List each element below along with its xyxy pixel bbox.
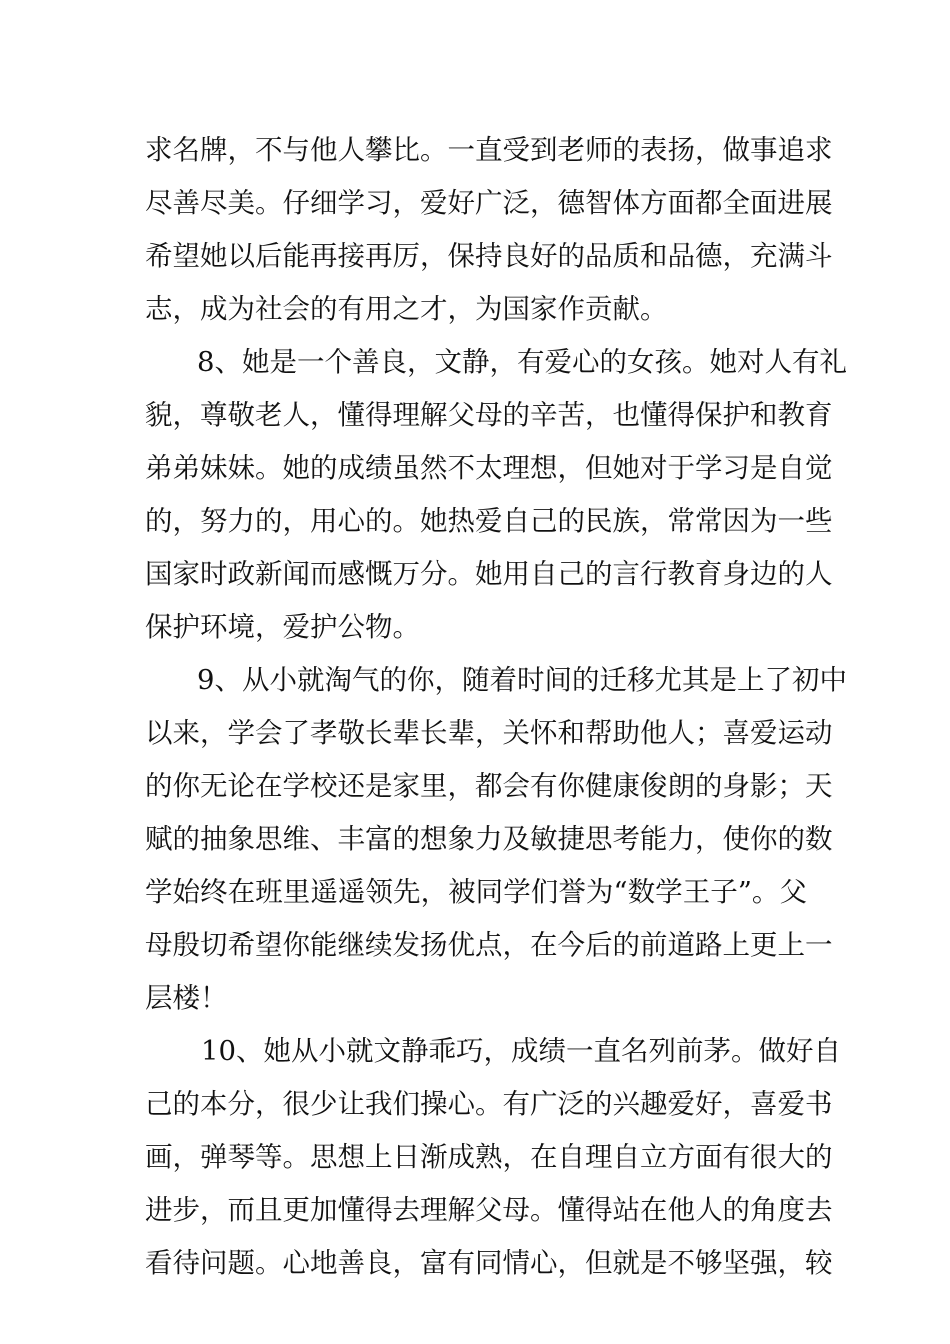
paragraph-10-first-line: 10、她从小就文静乖巧，成绩一直名列前茅。做好自 <box>201 1035 841 1067</box>
text-line: 画，弹琴等。思想上日渐成熟，在自理自立方面有很大的 <box>145 1141 833 1173</box>
text-line: 国家时政新闻而感慨万分。她用自己的言行教育身边的人 <box>145 558 833 590</box>
paragraph-9-first-line: 9、从小就淘气的你，随着时间的迁移尤其是上了初中 <box>197 664 847 696</box>
paragraph-8-first-line: 8、她是一个善良，文静，有爱心的女孩。她对人有礼 <box>197 346 847 378</box>
text-line: 保护环境，爱护公物。 <box>145 611 420 643</box>
text-line: 貌，尊敬老人，懂得理解父母的辛苦，也懂得保护和教育 <box>145 399 833 431</box>
text-line: 弟弟妹妹。她的成绩虽然不太理想，但她对于学习是自觉 <box>145 452 833 484</box>
text-line: 的，努力的，用心的。她热爱自己的民族，常常因为一些 <box>145 505 833 537</box>
text-line: 进步，而且更加懂得去理解父母。懂得站在他人的角度去 <box>145 1194 833 1226</box>
text-line: 求名牌，不与他人攀比。一直受到老师的表扬，做事追求 <box>145 134 833 166</box>
document-body <box>145 124 847 1290</box>
text-line: 看待问题。心地善良，富有同情心，但就是不够坚强，较 <box>145 1247 833 1279</box>
text-line: 的你无论在学校还是家里，都会有你健康俊朗的身影；天 <box>145 770 833 802</box>
text-line: 以来，学会了孝敬长辈长辈，关怀和帮助他人；喜爱运动 <box>145 717 833 749</box>
text-line: 希望她以后能再接再厉，保持良好的品质和品德，充满斗 <box>145 240 833 272</box>
text-line: 己的本分，很少让我们操心。有广泛的兴趣爱好，喜爱书 <box>145 1088 833 1120</box>
text-line: 赋的抽象思维、丰富的想象力及敏捷思考能力，使你的数 <box>145 823 833 855</box>
text-line: 母殷切希望你能继续发扬优点，在今后的前道路上更上一 <box>145 929 833 961</box>
text-line: 志，成为社会的有用之才，为国家作贡献。 <box>145 293 668 325</box>
text-line: 层楼！ <box>145 982 228 1014</box>
text-line: 学始终在班里遥遥领先，被同学们誉为“数学王子”。父 <box>145 876 807 908</box>
text-line: 尽善尽美。仔细学习，爱好广泛，德智体方面都全面进展 <box>145 187 833 219</box>
